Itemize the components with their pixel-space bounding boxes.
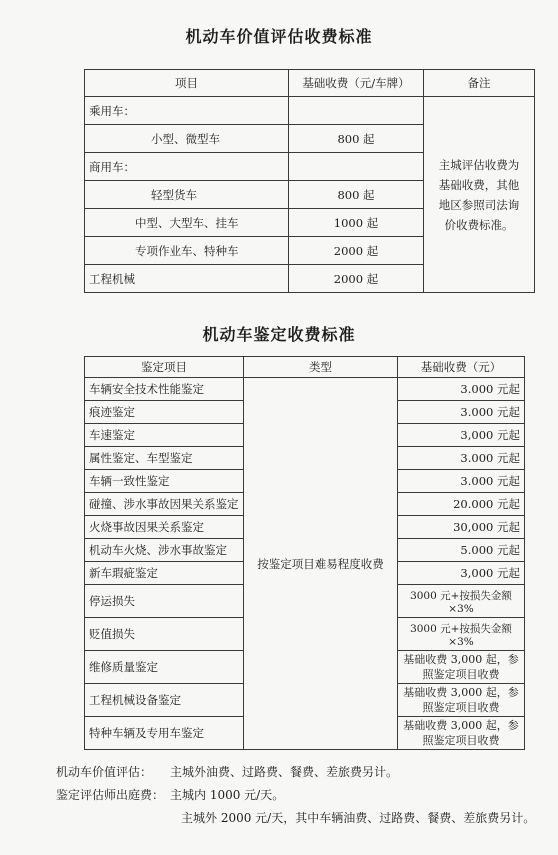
item-cell: 碰撞、涉水事故因果关系鉴定 — [85, 493, 244, 516]
footnote-label: 鉴定评估师出庭费： — [56, 788, 165, 802]
column-header-fee: 基础收费（元） — [398, 357, 525, 378]
item-cell: 贬值损失 — [85, 618, 244, 651]
fee-cell: 3.000 元起 — [398, 378, 525, 401]
item-cell: 轻型货车 — [85, 181, 289, 209]
fee-cell — [289, 97, 424, 125]
item-cell: 痕迹鉴定 — [85, 401, 244, 424]
item-cell: 属性鉴定、车型鉴定 — [85, 447, 244, 470]
fee-cell: 20.000 元起 — [398, 493, 525, 516]
column-header-type: 类型 — [244, 357, 398, 378]
item-cell: 停运损失 — [85, 585, 244, 618]
item-cell: 商用车： — [85, 153, 289, 181]
note-cell: 主城评估收费为基础收费，其他地区参照司法询价收费标准。 — [424, 97, 535, 293]
item-cell: 车辆安全技术性能鉴定 — [85, 378, 244, 401]
table-row — [85, 378, 525, 401]
footnote-label: 机动车价值评估： — [56, 765, 153, 779]
item-cell: 机动车火烧、涉水事故鉴定 — [85, 539, 244, 562]
item-cell: 特种车辆及专用车鉴定 — [85, 717, 244, 750]
type-cell: 按鉴定项目难易程度收费 — [244, 378, 398, 750]
column-header-item: 鉴定项目 — [85, 357, 244, 378]
column-header-item: 项目 — [85, 70, 289, 97]
item-cell: 小型、微型车 — [85, 125, 289, 153]
footnote-text: 主城内 1000 元/天。 — [170, 788, 285, 802]
item-cell: 中型、大型车、挂车 — [85, 209, 289, 237]
item-cell: 乘用车： — [85, 97, 289, 125]
fee-cell: 5.000 元起 — [398, 539, 525, 562]
fee-cell: 800 起 — [289, 125, 424, 153]
footnote-text: 主城外油费、过路费、餐费、差旅费另计。 — [170, 765, 399, 779]
fee-cell: 3.000 元起 — [398, 447, 525, 470]
fee-cell: 3,000 元起 — [398, 562, 525, 585]
fee-cell: 3000 元+按损失金额×3% — [398, 585, 525, 618]
fee-cell — [289, 153, 424, 181]
appraisal-title: 机动车鉴定收费标准 — [202, 325, 356, 344]
fee-cell: 3000 元+按损失金额×3% — [398, 618, 525, 651]
item-cell: 新车瑕疵鉴定 — [85, 562, 244, 585]
fee-cell: 1000 起 — [289, 209, 424, 237]
item-cell: 车速鉴定 — [85, 424, 244, 447]
appraisal-fee-table — [84, 356, 525, 750]
fee-cell: 基础收费 3,000 起，参照鉴定项目收费 — [398, 684, 525, 717]
table-header-row — [85, 70, 535, 97]
item-cell: 工程机械 — [85, 265, 289, 293]
footnote-text: 主城外 2000 元/天，其中车辆油费、过路费、餐费、差旅费另计。 — [181, 811, 536, 825]
fee-cell: 30,000 元起 — [398, 516, 525, 539]
column-header-fee: 基础收费（元/车牌） — [289, 70, 424, 97]
fee-cell: 3.000 元起 — [398, 470, 525, 493]
fee-cell: 基础收费 3,000 起，参照鉴定项目收费 — [398, 717, 525, 750]
item-cell: 维修质量鉴定 — [85, 651, 244, 684]
fee-cell: 3,000 元起 — [398, 424, 525, 447]
item-cell: 火烧事故因果关系鉴定 — [85, 516, 244, 539]
fee-cell: 2000 起 — [289, 265, 424, 293]
fee-cell: 2000 起 — [289, 237, 424, 265]
table-row — [85, 97, 535, 125]
valuation-title: 机动车价值评估收费标准 — [185, 27, 373, 46]
fee-cell: 3.000 元起 — [398, 401, 525, 424]
valuation-fee-table — [84, 69, 535, 293]
fee-cell: 基础收费 3,000 起，参照鉴定项目收费 — [398, 651, 525, 684]
footnote-valuation — [56, 763, 398, 780]
item-cell: 专项作业车、特种车 — [85, 237, 289, 265]
item-cell: 工程机械设备鉴定 — [85, 684, 244, 717]
footnote-court-fee-outside — [181, 809, 535, 826]
item-cell: 车辆一致性鉴定 — [85, 470, 244, 493]
fee-cell: 800 起 — [289, 181, 424, 209]
footnote-court-fee — [56, 786, 284, 803]
column-header-note: 备注 — [424, 70, 535, 97]
table-header-row — [85, 357, 525, 378]
